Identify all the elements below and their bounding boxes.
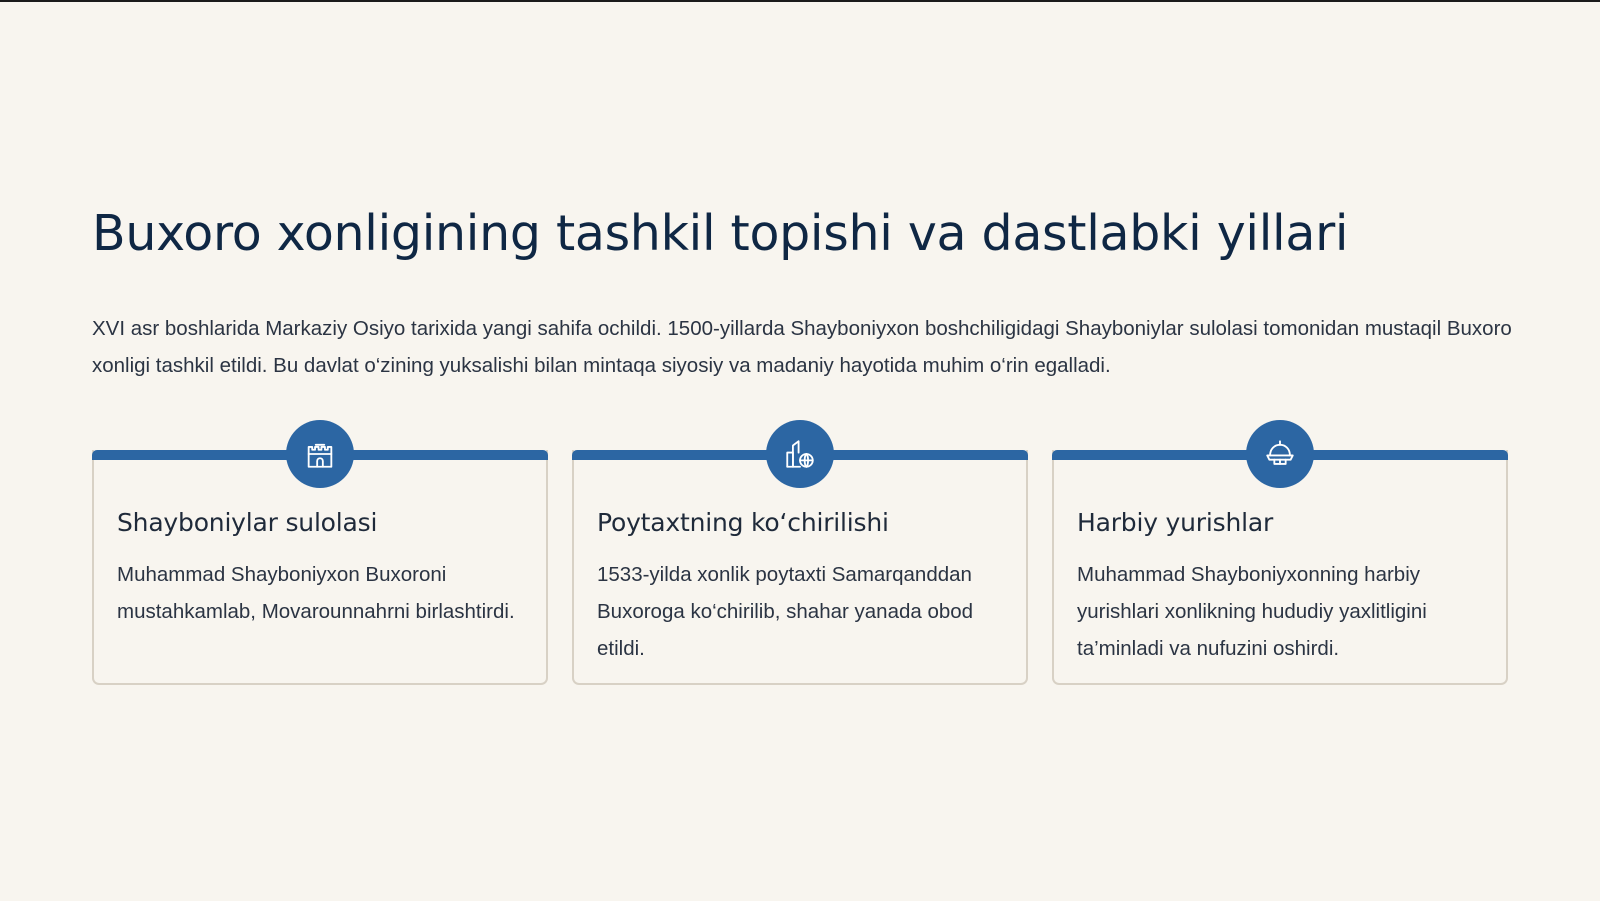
card-icon-badge [286, 420, 354, 488]
content-section [92, 205, 1512, 660]
top-divider [0, 0, 1600, 2]
card-description: 1533-yilda xonlik poytaxti Samarqanddan Buxoroga ko‘chirilib, shahar yanada obod etildi. [597, 563, 974, 660]
card-description: Muhammad Shayboniyxon Buxoroni mustahkamlab, Movarounnahrni birlashtirdi. [117, 563, 515, 623]
card-icon-badge [1246, 420, 1314, 488]
card-capital [572, 420, 1028, 665]
card-campaigns [1052, 420, 1508, 665]
card-title: Shayboniylar sulolasi [117, 508, 378, 537]
city-globe-icon [783, 437, 817, 471]
helmet-icon [1263, 437, 1297, 471]
card-description: Muhammad Shayboniyxonning harbiy yurishlari xonlikning hududiy yaxlitligini ta’minladi va nufuzini oshirdi. [1077, 563, 1427, 660]
castle-icon [303, 437, 337, 471]
card-title: Poytaxtning ko‘chirilishi [597, 508, 889, 537]
feature-cards [92, 420, 1508, 680]
card-icon-badge [766, 420, 834, 488]
card-title: Harbiy yurishlar [1077, 508, 1274, 537]
intro-paragraph: XVI asr boshlarida Markaziy Osiyo tarixida yangi sahifa ochildi. 1500-yillarda Shayboniyxon boshchiligidagi Shayboniylar sulolasi tomonidan mustaqil Buxoro xonligi tashkil etildi. Bu davlat o‘zining yuksalishi bilan mintaqa siyosiy va madaniy hayotida muhim o‘rin egalladi. [92, 316, 1512, 377]
page-title: Buxoro xonligining tashkil topishi va dastlabki yillari [92, 205, 1349, 262]
card-dynasty [92, 420, 548, 665]
